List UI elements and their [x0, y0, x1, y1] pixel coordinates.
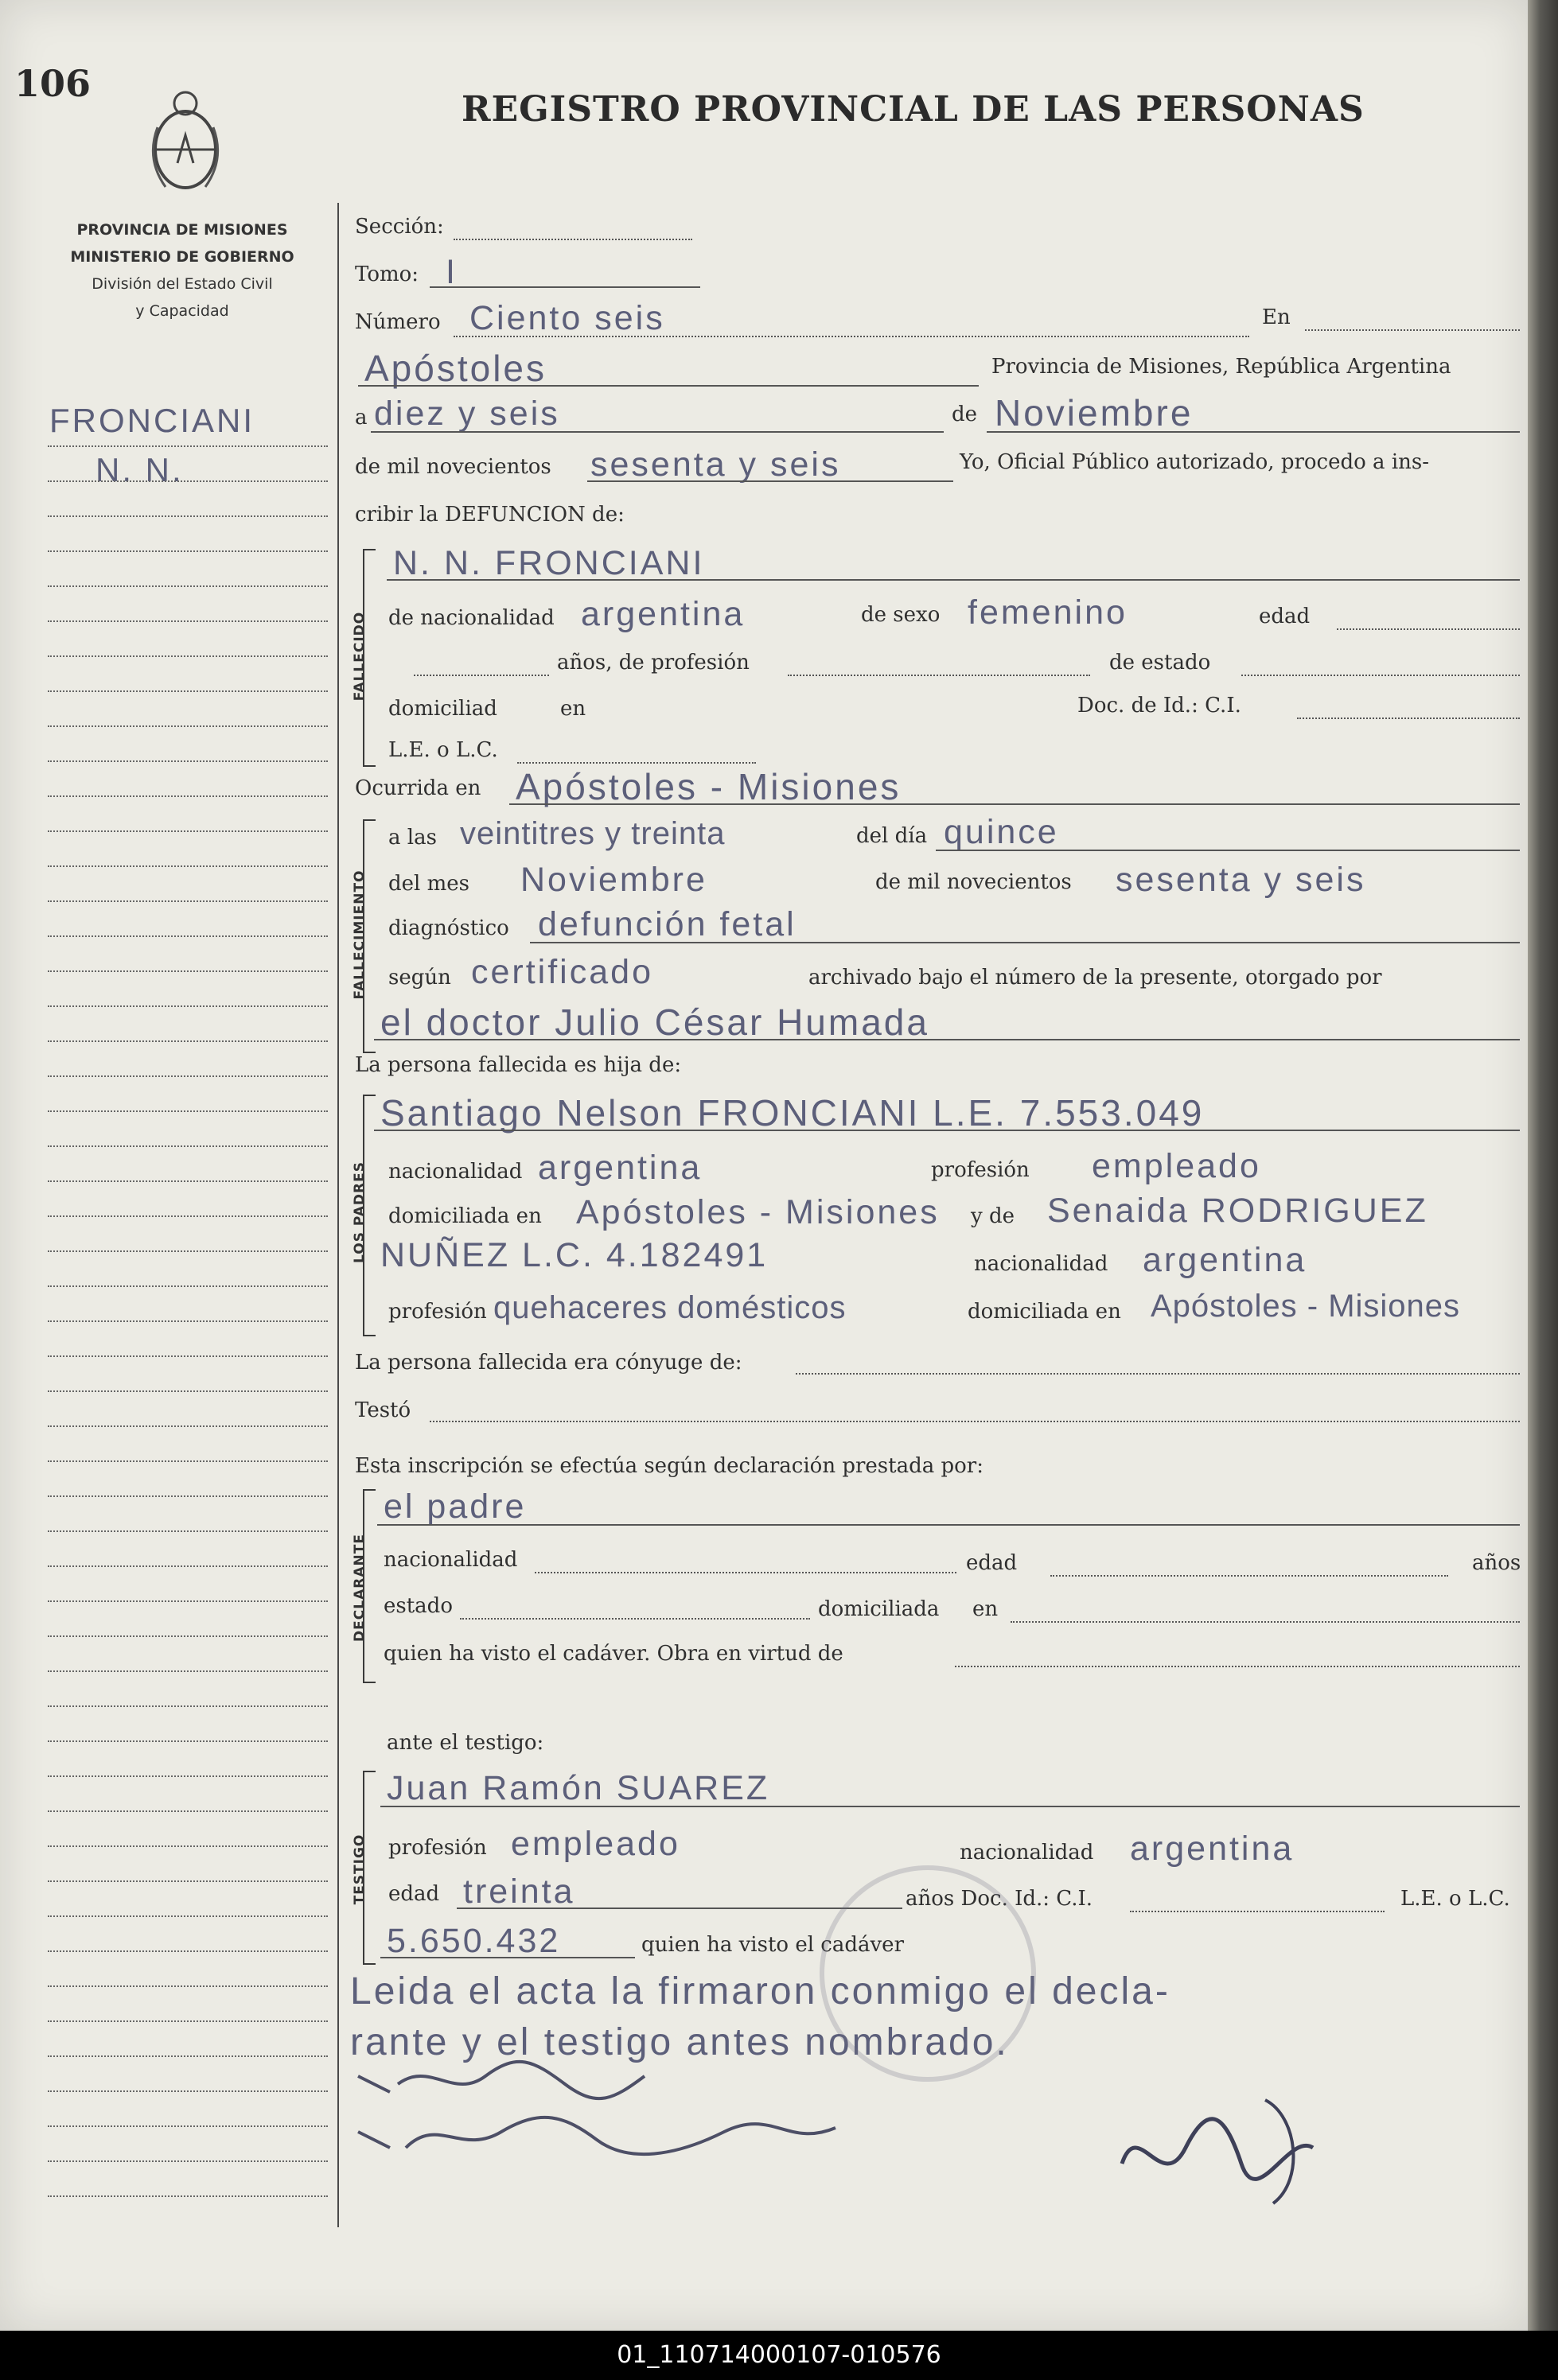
- margin-ruling-line: [48, 1915, 328, 1917]
- declarante-value: el padre: [384, 1488, 527, 1526]
- de-sexo-label: de sexo: [861, 603, 941, 627]
- testigo-edad-label: edad: [388, 1882, 440, 1906]
- ocurrida-line: [509, 803, 1520, 805]
- declarante-dom-line: [1011, 1621, 1520, 1623]
- margin-ruling-line: [48, 690, 328, 692]
- seccion-label: Sección:: [355, 215, 444, 239]
- margin-ruling-line: [48, 620, 328, 622]
- margin-ruling-line: [48, 1390, 328, 1392]
- margin-ruling-line: [48, 1215, 328, 1217]
- declarante-nacionalidad-label: nacionalidad: [384, 1548, 518, 1572]
- testo-label: Testó: [355, 1398, 411, 1422]
- declaracion-label: Esta inscripción se efectúa según declaración prestada por:: [355, 1454, 983, 1478]
- ocurrida-value: Apóstoles - Misiones: [516, 766, 902, 807]
- testigo-doc-label: años Doc. Id.: C.I.: [906, 1887, 1093, 1911]
- declarante-estado-label: estado: [384, 1594, 453, 1618]
- office-line-2: MINISTERIO DE GOBIERNO: [70, 248, 294, 266]
- testigo-doc-value: 5.650.432: [387, 1922, 561, 1960]
- declarante-edad-label: edad: [966, 1551, 1018, 1575]
- conyuge-label: La persona fallecida era cónyuge de:: [355, 1351, 742, 1375]
- tomo-label: Tomo:: [355, 262, 419, 286]
- doc-id-label: Doc. de Id.: C.I.: [1077, 694, 1241, 718]
- dia-fallec-line: [936, 850, 1520, 851]
- nombre-value: N. N. FRONCIANI: [393, 544, 705, 582]
- margin-ruling-line: [48, 585, 328, 587]
- testigo-edad-value: treinta: [463, 1872, 575, 1911]
- mes-fallec-value: Noviembre: [520, 861, 707, 899]
- margin-ruling-line: [48, 1740, 328, 1742]
- tomo-line: [430, 286, 700, 288]
- testigo-nac-value: argentina: [1130, 1830, 1295, 1868]
- margin-ruling-line: [48, 1530, 328, 1532]
- hora-value: veintitres y treinta: [460, 816, 726, 851]
- a-las-label: a las: [388, 826, 437, 850]
- ocurrida-en-label: Ocurrida en: [355, 776, 481, 800]
- testigo-quien-visto-label: quien ha visto el cadáver: [641, 1933, 905, 1957]
- testigo-value: Juan Ramón SUAREZ: [387, 1769, 770, 1807]
- en-line: [1305, 329, 1520, 331]
- de-nacionalidad-label: de nacionalidad: [388, 606, 555, 630]
- madre-profesion-label: profesión: [388, 1300, 487, 1324]
- margin-ruling-line: [48, 1705, 328, 1707]
- margin-ruling-line: [48, 1355, 328, 1357]
- margin-note-name: N. N.: [95, 451, 184, 488]
- hija-de-label: La persona fallecida es hija de:: [355, 1053, 682, 1077]
- margin-ruling-line: [48, 935, 328, 937]
- margin-ruling-line: [48, 1075, 328, 1077]
- madre2-value: NUÑEZ L.C. 4.182491: [380, 1236, 769, 1274]
- archivado-label: archivado bajo el número de la presente, otorgado por: [808, 966, 1382, 990]
- document-title: REGISTRO PROVINCIAL DE LAS PERSONAS: [462, 89, 1365, 130]
- padre-domiciliada-label: domiciliada en: [388, 1204, 542, 1228]
- testigo-side-label: TESTIGO: [352, 1834, 368, 1905]
- le-lc-line: [517, 762, 756, 764]
- margin-ruling-line: [48, 1950, 328, 1952]
- padre-line: [374, 1130, 1520, 1131]
- margin-ruling-line: [48, 1880, 328, 1882]
- padre-prof-value: empleado: [1092, 1147, 1261, 1185]
- margin-ruling-line: [48, 1565, 328, 1567]
- dia-line: [371, 431, 944, 433]
- anos-profesion-label: años, de profesión: [557, 651, 750, 675]
- padre-profesion-label: profesión: [931, 1158, 1030, 1182]
- nombre-line: [387, 579, 1520, 581]
- segun-value: certificado: [471, 953, 653, 991]
- margin-ruling-line: [48, 1005, 328, 1007]
- testigo-profesion-label: profesión: [388, 1836, 487, 1860]
- page-edge: [1528, 0, 1558, 2331]
- official-seal-stamp: [820, 1865, 1036, 2082]
- seccion-line: [454, 239, 692, 240]
- margin-ruling-line: [48, 2160, 328, 2162]
- profesion-line: [788, 675, 1090, 676]
- margin-ruling-line: [48, 1810, 328, 1812]
- declarante-nac-line: [535, 1572, 956, 1573]
- declarante-edad-line: [1050, 1575, 1448, 1577]
- mes-value: Noviembre: [995, 392, 1194, 434]
- mil-novecientos-label: de mil novecientos: [355, 455, 551, 479]
- testigo-edad-line: [457, 1908, 902, 1909]
- margin-ruling-line: [48, 480, 328, 482]
- medico-value: el doctor Julio César Humada: [380, 1001, 929, 1043]
- medico-line: [374, 1039, 1520, 1040]
- numero-label: Número: [355, 310, 441, 334]
- anio-value: sesenta y seis: [590, 445, 841, 484]
- del-mes-label: del mes: [388, 872, 469, 896]
- margin-ruling-line: [48, 515, 328, 517]
- edad-line: [1337, 628, 1520, 630]
- cierre-line-2: rante y el testigo antes nombrado.: [350, 2021, 1009, 2063]
- cribir-label: cribir la DEFUNCION de:: [355, 503, 625, 527]
- dia-fallec-value: quince: [944, 813, 1059, 851]
- en-label: En: [1262, 305, 1291, 329]
- oficial-label: Yo, Oficial Público autorizado, procedo a ins-: [960, 450, 1430, 474]
- margin-ruling-line: [48, 2195, 328, 2197]
- margin-ruling-line: [48, 2055, 328, 2057]
- declarante-domiciliada-label: domiciliada: [818, 1597, 940, 1621]
- a-label: a: [355, 406, 368, 430]
- testigo-nacionalidad-label: nacionalidad: [960, 1841, 1094, 1865]
- lugar-value: Apóstoles: [364, 348, 547, 389]
- edad-label: edad: [1259, 605, 1311, 628]
- padre-nacionalidad-label: nacionalidad: [388, 1160, 523, 1184]
- margin-ruling-line: [48, 1250, 328, 1252]
- dia-value: diez y seis: [374, 395, 560, 433]
- margin-ruling-line: [48, 1670, 328, 1672]
- del-dia-label: del día: [856, 824, 928, 848]
- fallecido-side-label: FALLECIDO: [352, 611, 368, 702]
- margin-ruling-line: [48, 970, 328, 972]
- madre-prof-value: quehaceres domésticos: [493, 1290, 847, 1325]
- margin-ruling-line: [48, 1600, 328, 1602]
- office-line-4: y Capacidad: [135, 302, 229, 320]
- office-line-1: PROVINCIA DE MISIONES: [76, 221, 288, 239]
- obra-line: [955, 1666, 1520, 1667]
- de-estado-label: de estado: [1109, 651, 1211, 675]
- anos-line: [414, 675, 549, 676]
- diagnostico-label: diagnóstico: [388, 916, 509, 940]
- madre-domiciliada-label: domiciliada en: [968, 1300, 1121, 1324]
- signature-oficial-icon: [1106, 2084, 1345, 2211]
- numero-line: [454, 336, 1249, 337]
- padre-nac-value: argentina: [538, 1149, 703, 1187]
- testigo-le-lc-label: L.E. o L.C.: [1400, 1887, 1510, 1911]
- fallec-mil-novecientos-label: de mil novecientos: [875, 870, 1072, 894]
- fallecimiento-side-label: FALLECIMIENTO: [352, 869, 368, 1000]
- declarante-en-label: en: [972, 1597, 999, 1621]
- testigo-doc-value-line: [380, 1957, 635, 1958]
- padre-dom-value: Apóstoles - Misiones: [576, 1193, 940, 1231]
- margin-ruling-line: [48, 900, 328, 902]
- madre-nac-value: argentina: [1143, 1241, 1307, 1279]
- cierre-line-1: Leida el acta la firmaron conmigo el decla-: [350, 1970, 1170, 2012]
- testo-line: [430, 1421, 1520, 1422]
- lugar-line: [358, 385, 979, 387]
- margin-ruling-line: [48, 1460, 328, 1462]
- testigo-prof-value: empleado: [511, 1825, 680, 1863]
- declarante-estado-line: [460, 1618, 810, 1620]
- sexo-value: femenino: [968, 593, 1128, 632]
- doc-id-line: [1297, 718, 1520, 719]
- footer-caption: 01_110714000107-010576: [617, 2341, 941, 2369]
- tomo-value: I: [446, 253, 458, 291]
- margin-ruling-line: [48, 1285, 328, 1287]
- margin-ruling-line: [48, 1145, 328, 1147]
- margin-ruling-line: [48, 830, 328, 832]
- margin-ruling-line: [48, 2125, 328, 2127]
- margin-note-surname: FRONCIANI: [49, 402, 255, 439]
- margin-ruling-line: [48, 550, 328, 552]
- margin-ruling-line: [48, 1425, 328, 1427]
- le-lc-label: L.E. o L.C.: [388, 738, 498, 762]
- margin-ruling-line: [48, 1180, 328, 1182]
- estado-line: [1241, 675, 1520, 676]
- declarante-side-label: DECLARANTE: [352, 1534, 368, 1642]
- margin-ruling-line: [48, 865, 328, 867]
- madre-nacionalidad-label: nacionalidad: [974, 1252, 1108, 1276]
- testigo-doc-line: [1130, 1911, 1385, 1912]
- padres-side-label: LOS PADRES: [352, 1161, 368, 1263]
- mes-line: [987, 431, 1520, 433]
- margin-ruling-line: [48, 445, 328, 447]
- y-de-label: y de: [971, 1204, 1015, 1228]
- de-label: de: [952, 402, 978, 426]
- nacionalidad-value: argentina: [581, 595, 746, 633]
- margin-ruling-line: [48, 2090, 328, 2092]
- madre-dom-value: Apóstoles - Misiones: [1151, 1289, 1461, 1324]
- signature-declarante-icon: [342, 2052, 947, 2164]
- margin-ruling-line: [48, 1495, 328, 1497]
- margin-ruling-line: [48, 655, 328, 657]
- office-line-3: División del Estado Civil: [92, 275, 273, 293]
- coat-of-arms-icon: [142, 80, 229, 199]
- margin-ruling-line: [48, 2020, 328, 2022]
- margin-ruling-line: [48, 1775, 328, 1777]
- declarante-anos-label: años: [1472, 1551, 1521, 1575]
- domiciliad-label: domiciliad: [388, 697, 497, 721]
- anio-fallec-value: sesenta y seis: [1116, 861, 1366, 899]
- margin-ruling-line: [48, 725, 328, 727]
- page-number: 106: [14, 62, 92, 105]
- numero-value: Ciento seis: [469, 299, 665, 337]
- diagnostico-value: defunción fetal: [538, 905, 797, 943]
- provincia-label: Provincia de Misiones, República Argentina: [991, 355, 1451, 379]
- diagnostico-line: [530, 942, 1520, 943]
- domicilio-en-label: en: [560, 697, 586, 721]
- margin-ruling-line: [48, 1110, 328, 1112]
- margin-ruling-line: [48, 760, 328, 762]
- quien-visto-label: quien ha visto el cadáver. Obra en virtud de: [384, 1642, 843, 1666]
- margin-rule: [337, 203, 339, 2227]
- testigo-line: [380, 1806, 1520, 1807]
- margin-ruling-line: [48, 1320, 328, 1322]
- conyuge-line: [796, 1373, 1520, 1375]
- segun-label: según: [388, 966, 451, 990]
- margin-ruling-line: [48, 1040, 328, 1042]
- margin-ruling-line: [48, 1635, 328, 1637]
- margin-ruling-line: [48, 795, 328, 797]
- margin-ruling-line: [48, 1845, 328, 1847]
- madre-value: Senaida RODRIGUEZ: [1047, 1192, 1428, 1230]
- declarante-line: [377, 1524, 1520, 1526]
- padre-value: Santiago Nelson FRONCIANI L.E. 7.553.049: [380, 1092, 1205, 1134]
- anio-line: [587, 480, 953, 482]
- ante-testigo-label: ante el testigo:: [387, 1731, 544, 1755]
- margin-ruling-line: [48, 1985, 328, 1987]
